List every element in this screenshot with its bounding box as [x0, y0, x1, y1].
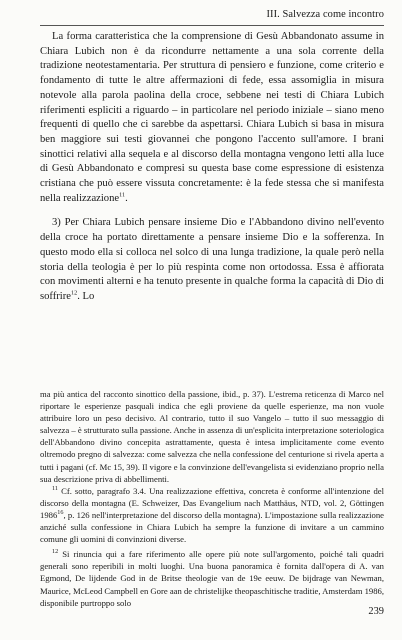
paragraph-2-tail: . Lo: [77, 290, 95, 302]
footnote-11: [40, 485, 384, 545]
running-header: III. Salvezza come incontro: [266, 9, 384, 20]
edition-superscript: 16: [57, 509, 64, 517]
footnote-11-number: 11: [52, 484, 58, 492]
paragraph-2-text: 3) Per Chiara Lubich pensare insieme Dio e l'Abbandono divino nell'evento della croce ha portato direttamente a pensare insieme Dio e la sofferenza. In questo modo ella si colloca nel solco di una lunga tradizione, la quale però nella storia della teologia è per lo più respinta come non ortodossa. Essa è affiorata con movimenti alterni e ha tenuto presente in qualche forma la capacità di Dio di soffrire: [40, 217, 384, 302]
footnote-ref-11[interactable]: 11: [119, 191, 126, 199]
main-text: [40, 30, 384, 305]
footnotes: [40, 388, 384, 609]
page-number: 239: [368, 606, 384, 617]
footnote-continuation: ma più antica del racconto sinottico della passione, ibid., p. 37). L'estrema reticenza di Marco nel riportare le esperienze pasquali indica che egli proviene da quelle esperienze, ma non vuole attribuire loro un peso decisivo. Al contrario, tutto il suo Vangelo – tutto il suo messaggio di salvezza – è strutturato sulla passione. Anche in assenza di un'esplicita interpretazione soteriologica dell'Abbandono divino concepita astrattamente, questa è intesa implicitamente come evento oltremodo pregno di salvezza: come salvezza che nella confessione del centurione si rivela aperta a tutti i pagani (cf. Mc 15, 39). Il vigore e la convinzione dell'evangelista si evidenziano proprio nella sua descrizione priva di abbellimenti.: [40, 389, 384, 484]
footnote-11-text-b: , p. 126 nell'interpretazione del discorso della montagna). L'impostazione sulla realizzazione anziché sulla confessione in Chiara Lubich ha sempre la funzione di invitare a un cammino comune gli uomini di convinzioni diverse.: [40, 509, 384, 545]
footnote-11-text-a: Cf. sotto, paragrafo 3.4. Una realizzazione effettiva, concreta è conforme all'intenzione del discorso della montagna (E. Schweizer, Das Evangelium nach Matthäus, NTD, vol. 2, Göttingen 1986: [40, 485, 384, 520]
footnote-12: [40, 548, 384, 608]
footnote-ref-12[interactable]: 12: [71, 289, 78, 297]
paragraph-1-text: La forma caratteristica che la comprensione di Gesù Abbandonato assume in Chiara Lubich non è da ricondurre nettamente a una sola corrente della tradizione neotestamentaria. Per struttura di pensiero e funzione, come criterio e fondamento di tutte le altre affermazioni di fede, essa assomiglia in misura notevole alla parola paolina della croce, sebbene nei testi di Chiara Lubich riferimenti espliciti a riguardo – in particolare nel periodo iniziale – siano meno frequenti di quello che ci sarebbe da aspettarsi. Chiara Lubich si basa in misura ben maggiore sui testi giovannei che pongono l'accento sull'amore. I brani sinottici relativi alla sequela e al discorso della montagna vengono letti alla luce di Gesù Abbandonato e compresi su questa base come espressione di esistenza cristiana che può essere vissuta concretamente: è la fede stessa che si manifesta nella realizzazione: [40, 31, 384, 204]
paragraph-2: [40, 216, 384, 304]
header-rule: [40, 25, 384, 26]
footnote-12-number: 12: [52, 548, 59, 556]
paragraph-1: La forma caratteristica che la comprensione di Gesù Abbandonato assume in Chiara Lubich non è da ricondurre nettamente a una sola corrente della tradizione neotestamentaria. Per struttura di pensiero e funzione, come criterio e fondamento di tutte le altre affermazioni di fede, essa assomiglia in misura notevole alla parola paolina della croce, sebbene nei testi di Chiara Lubich riferimenti espliciti a riguardo – in particolare nel periodo iniziale – siano meno frequenti di quello che ci sarebbe da aspettarsi. Chiara Lubich si basa in misura ben maggiore sui testi giovannei che pongono l'accento sull'amore. I brani sinottici relativi alla sequela e al discorso della montagna vengono letti alla luce di Gesù Abbandonato e compresi su questa base come espressione di esistenza cristiana che può essere vissuta concretamente: è la fede stessa che si manifesta nella realizzazione$^{11}$.: [40, 31, 384, 204]
footnote-12-text: Si rinuncia qui a fare riferimento alle opere più note sull'argomento, poiché tali quadri generali sono reperibili in molti luoghi. Una buona panoramica è fornita dall'opera di A. van Egmond, De lijdende God in de Britse theologie van de 19e eeuw. De bijdrage van Newman, Maurice, McLeod Campbell en Gore aan de christelijke theopaschitische traditie, Amsterdam 1986, disponibile purtroppo solo: [40, 549, 385, 608]
